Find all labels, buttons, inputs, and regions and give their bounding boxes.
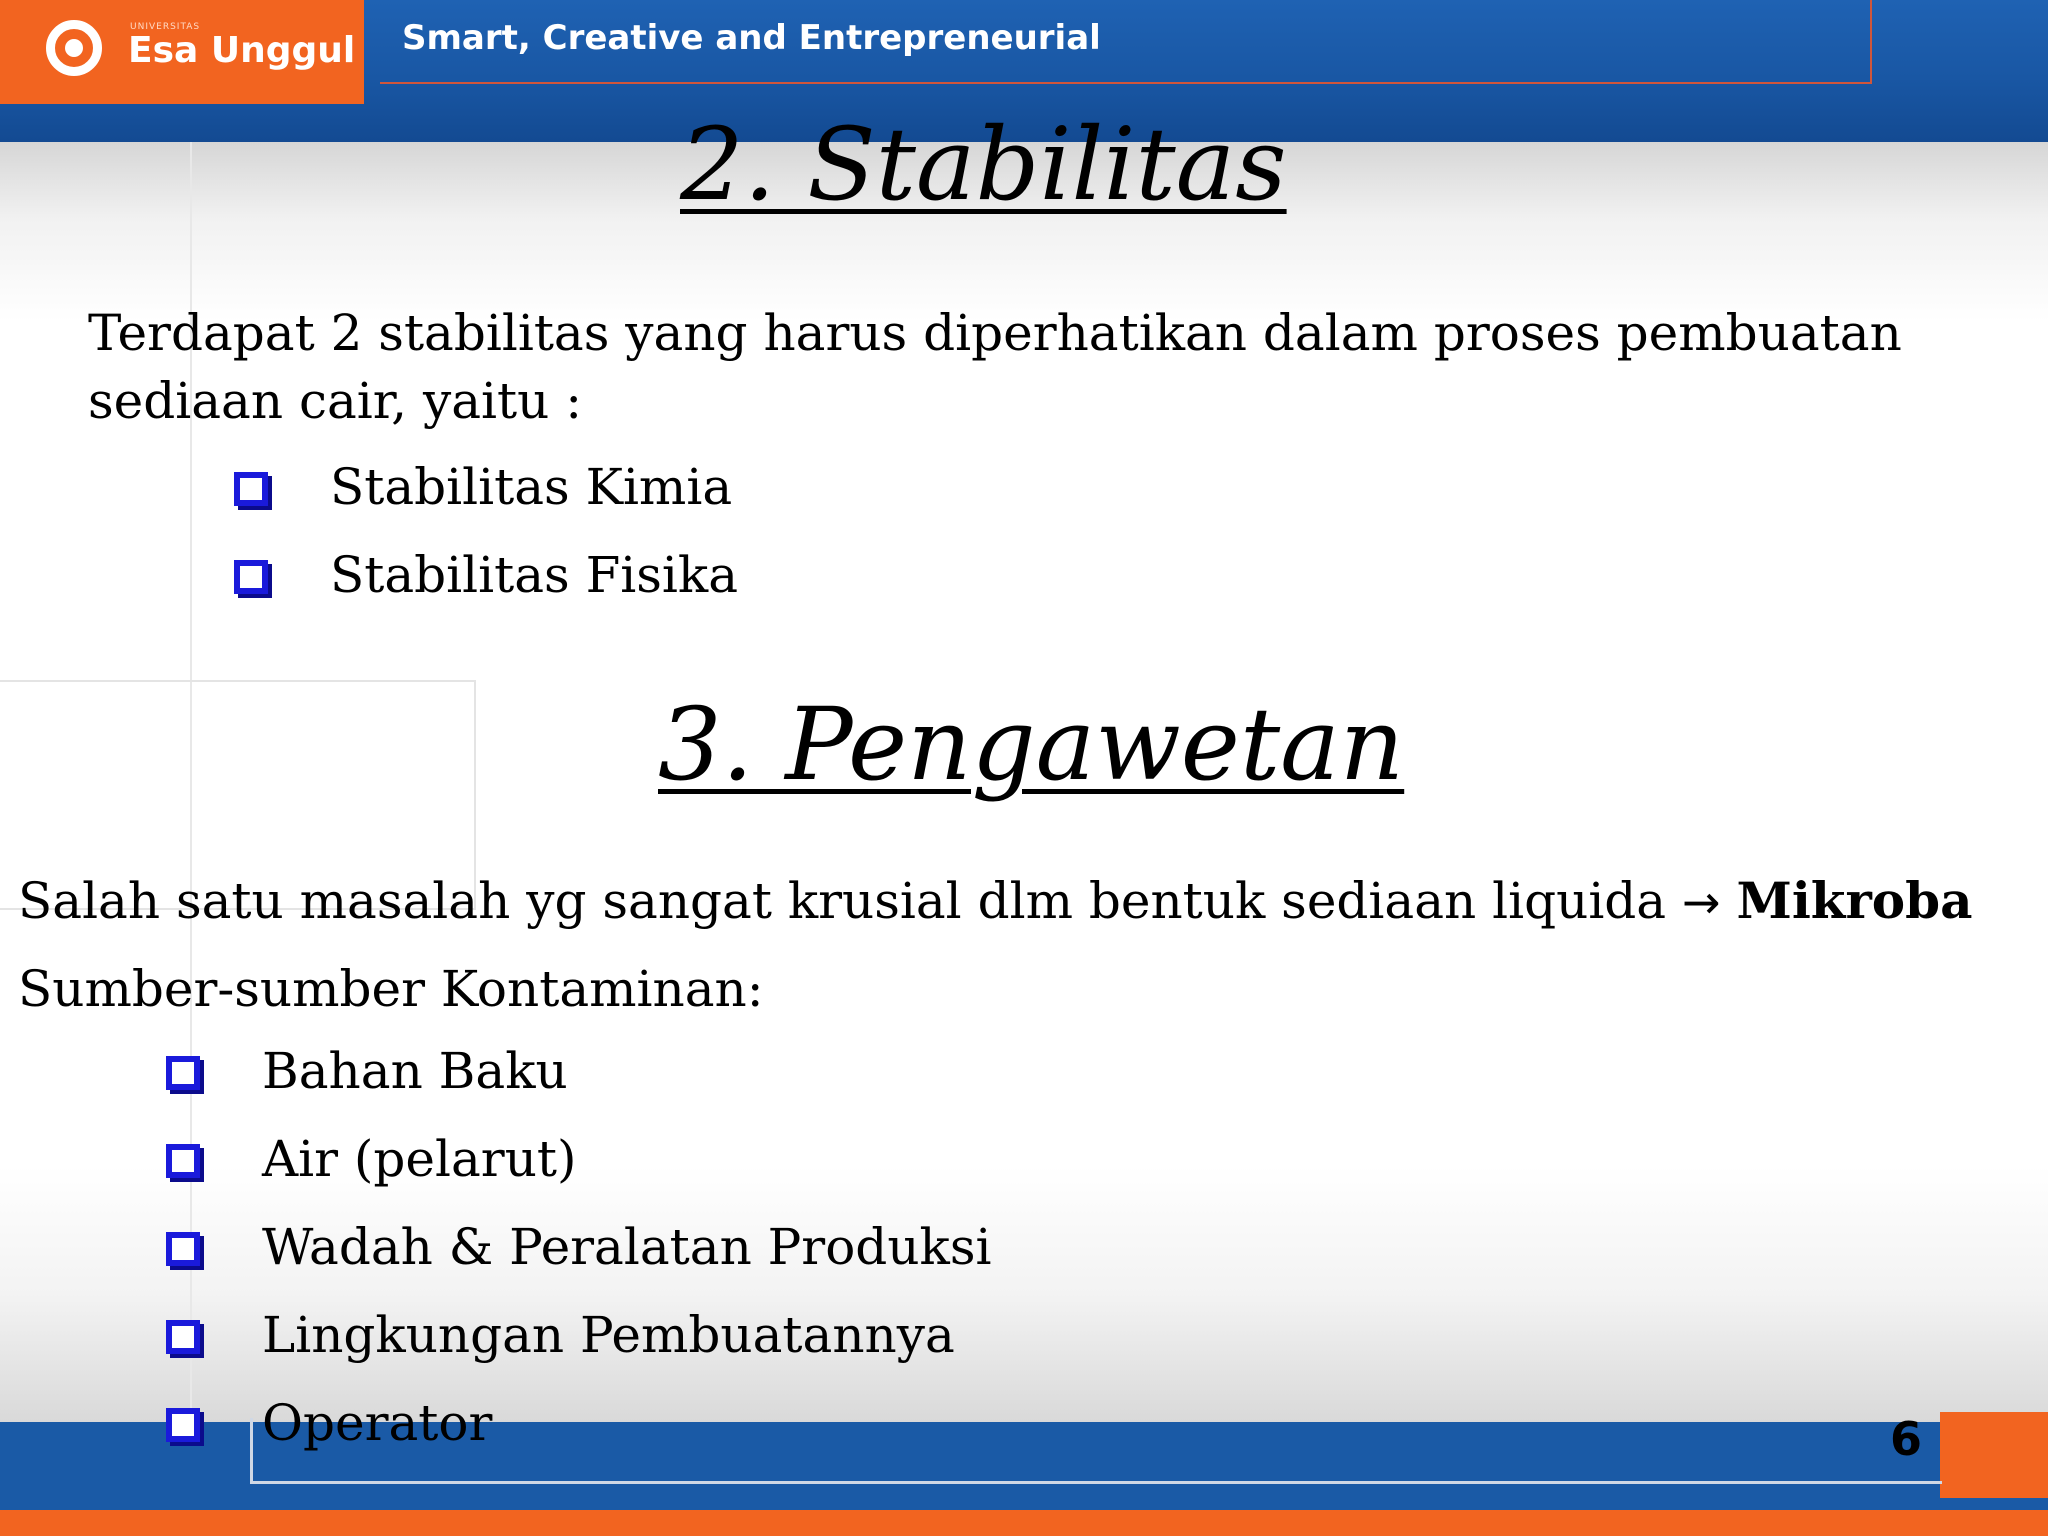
checkbox-icon xyxy=(166,1056,200,1090)
checkbox-icon xyxy=(234,472,268,506)
checkbox-icon xyxy=(234,560,268,594)
tagline: Smart, Creative and Entrepreneurial xyxy=(402,18,1101,58)
list-item-label: Lingkungan Pembuatannya xyxy=(262,1306,955,1364)
list-item-label: Stabilitas Fisika xyxy=(330,546,739,604)
footer-orange-strip xyxy=(0,1510,2048,1536)
logo-text: Esa Unggul xyxy=(128,30,356,71)
checkbox-icon xyxy=(166,1320,200,1354)
heading-stabilitas: 2. Stabilitas xyxy=(680,106,1287,223)
list-item-label: Operator xyxy=(262,1394,493,1452)
heading-pengawetan: 3. Pengawetan xyxy=(658,686,1405,803)
list-item-label: Bahan Baku xyxy=(262,1042,568,1100)
intro-line-2: sediaan cair, yaitu : xyxy=(88,372,583,430)
sources-label: Sumber-sumber Kontaminan: xyxy=(18,960,764,1018)
footer-frame xyxy=(250,1418,1942,1484)
checkbox-icon xyxy=(166,1144,200,1178)
footer-orange-block xyxy=(1940,1412,2048,1498)
checkbox-icon xyxy=(166,1408,200,1442)
list-item-label: Wadah & Peralatan Produksi xyxy=(262,1218,992,1276)
problem-text: Salah satu masalah yg sangat krusial dlm bentuk sediaan liquida xyxy=(18,872,1683,930)
logo xyxy=(0,0,364,104)
intro-line-1: Terdapat 2 stabilitas yang harus diperhatikan dalam proses pembuatan xyxy=(88,304,1902,362)
list-item-label: Air (pelarut) xyxy=(262,1130,577,1188)
page-number: 6 xyxy=(1890,1412,1923,1466)
logo-small-text: UNIVERSITAS xyxy=(130,22,201,32)
esa-unggul-logo-icon xyxy=(46,20,102,76)
list-item-label: Stabilitas Kimia xyxy=(330,458,733,516)
problem-statement xyxy=(18,868,1973,935)
checkbox-icon xyxy=(166,1232,200,1266)
problem-keyword: Mikroba xyxy=(1736,871,1973,930)
arrow-right-icon: → xyxy=(1682,875,1721,929)
